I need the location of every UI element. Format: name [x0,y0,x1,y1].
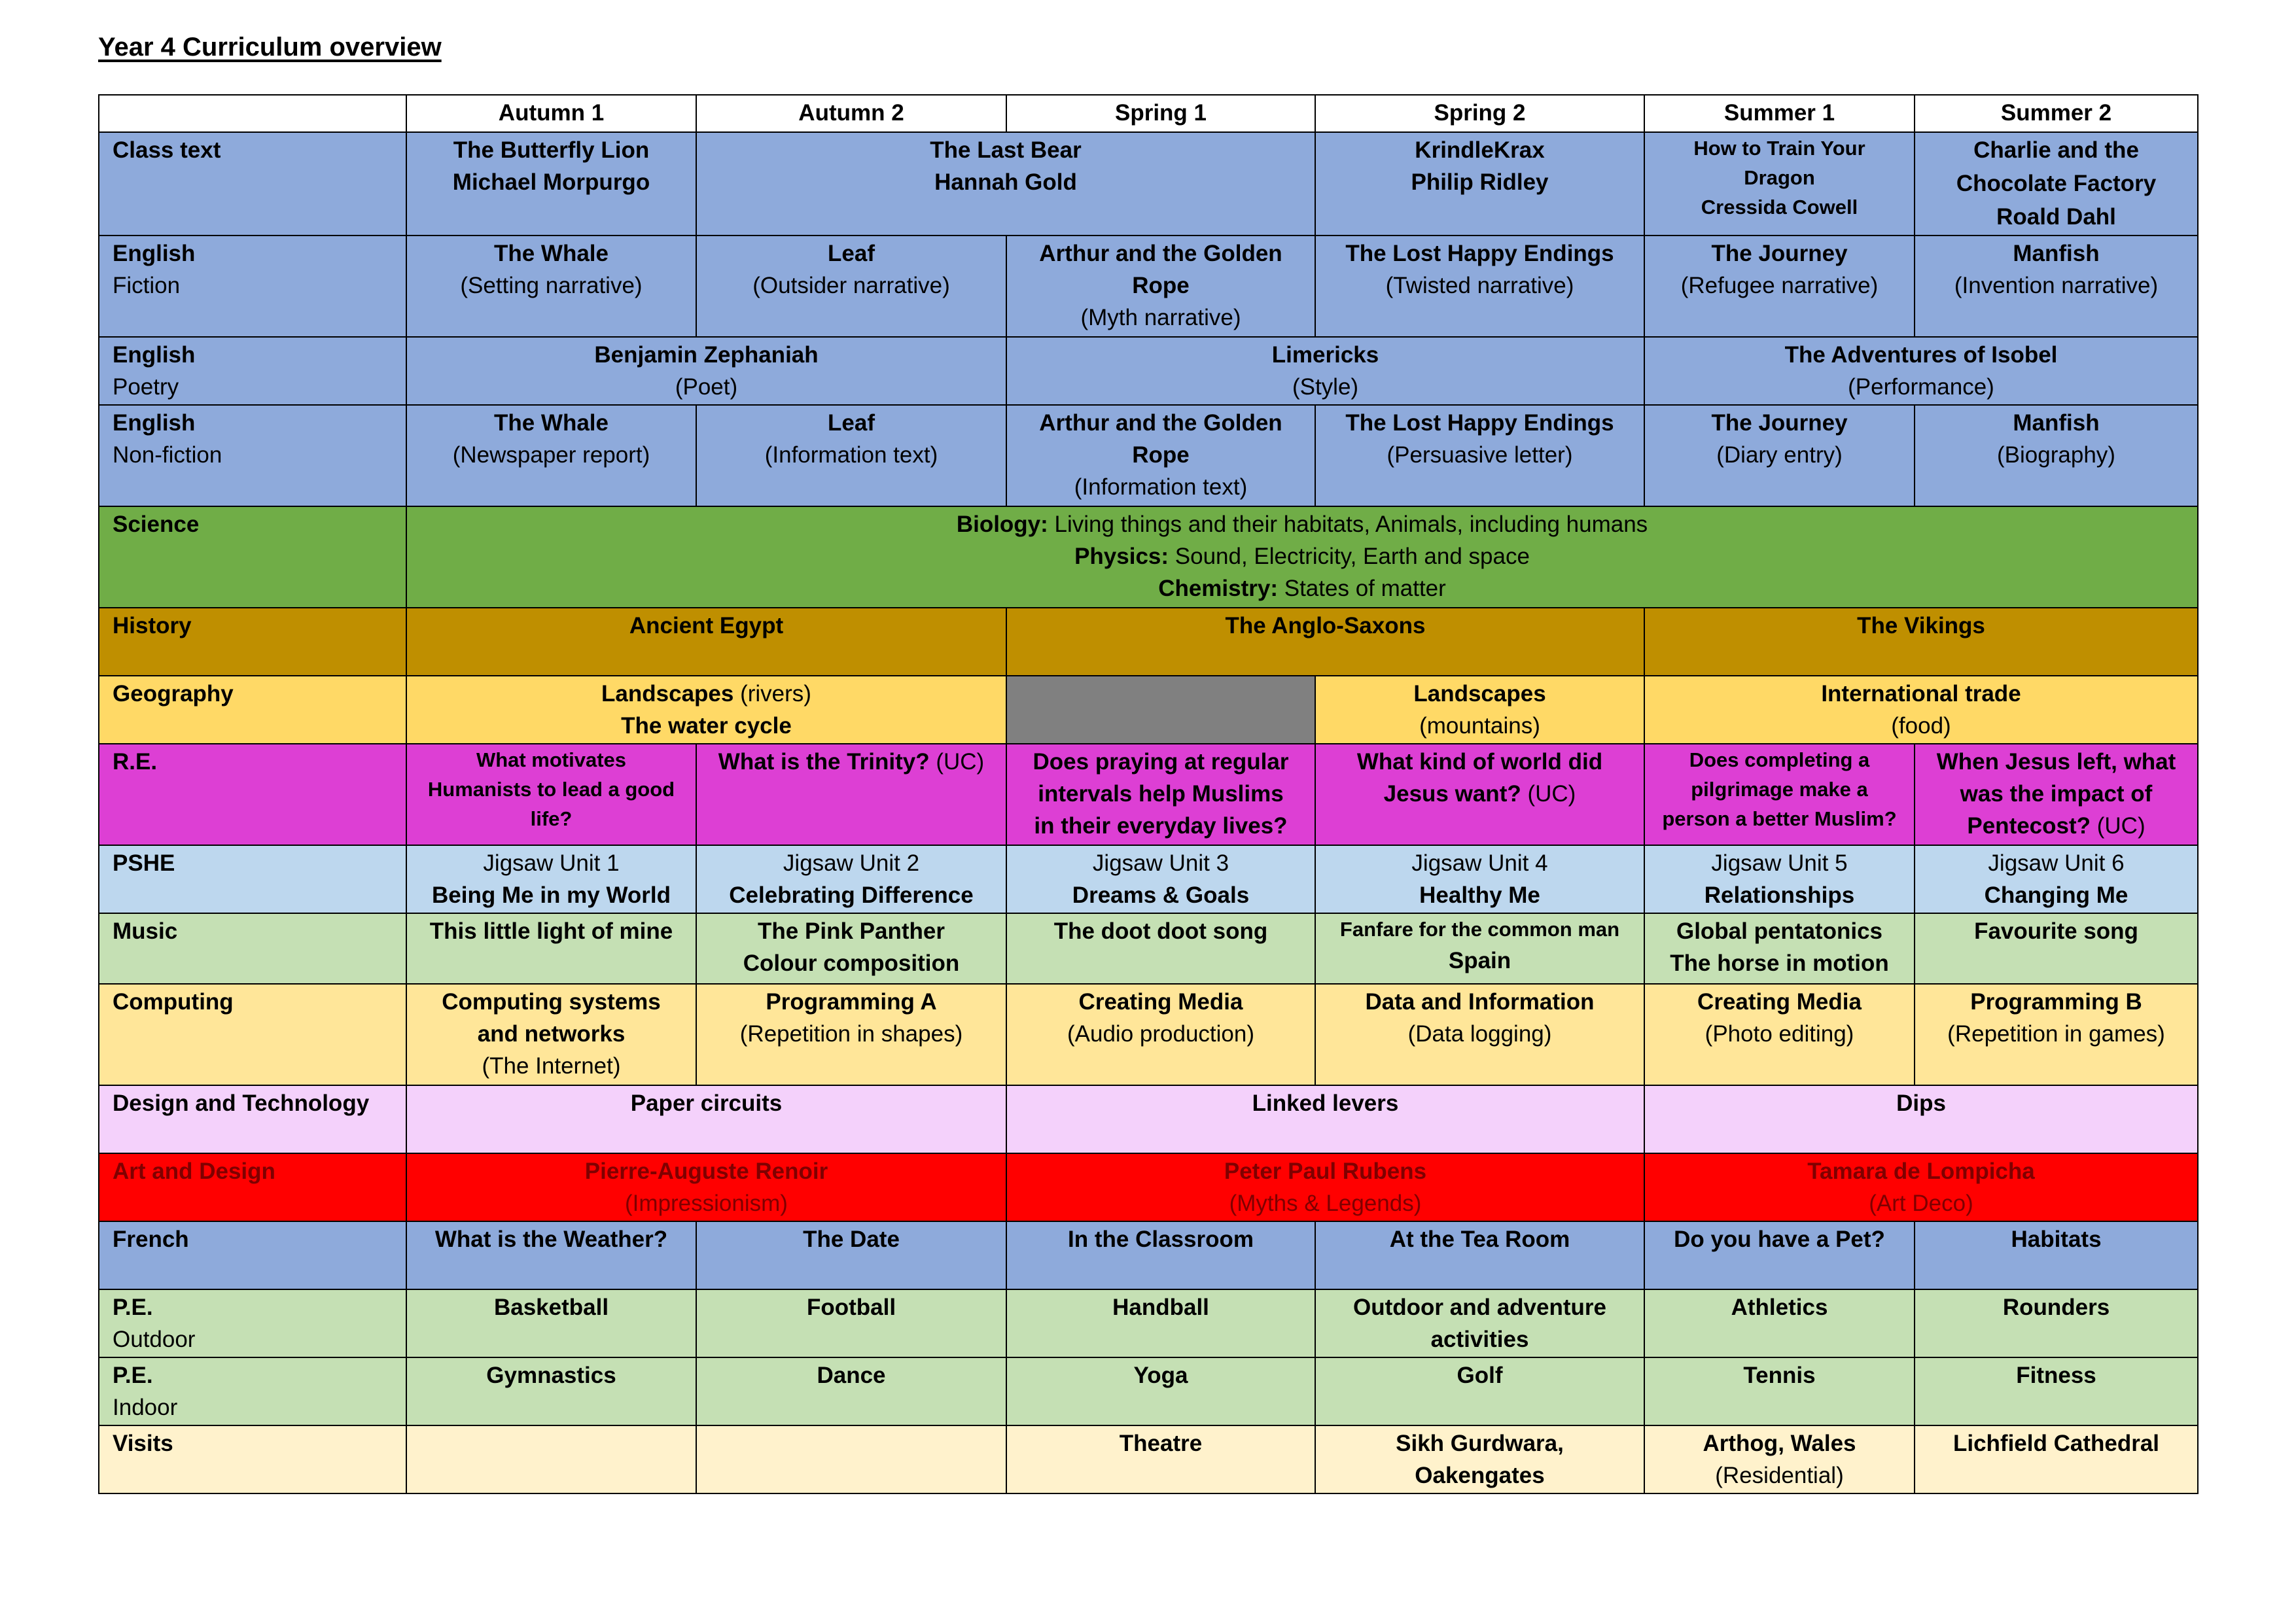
re-question-line2-wrap [1322,778,1637,810]
english-fiction-autumn-2 [696,236,1006,337]
row-label-strand: Fiction [113,273,181,299]
english-nonfiction-summer-2 [1915,405,2198,506]
row-label-music: Music [99,913,406,984]
pe-indoor-autumn-1: Gymnastics [406,1357,696,1425]
science-strand-topics: States of matter [1278,576,1446,602]
unit-focus: (Photo editing) [1704,1021,1854,1047]
artist-name: Peter Paul Rubens [1224,1159,1427,1185]
unit-title: The Journey [1711,410,1848,436]
re-question [703,746,999,778]
unit-focus: (rivers) [733,681,811,707]
unit-title: The Whale [493,410,609,436]
pshe-autumn-2 [696,845,1006,913]
unit-title: Creating Media [1697,989,1862,1015]
class-text-summer-2 [1915,132,2198,236]
unit-title: The Whale [493,241,609,267]
pe-indoor-autumn-2: Dance [696,1357,1006,1425]
re-question-line3-wrap [1922,810,2191,842]
class-text-autumn-2-spring-1 [696,132,1315,236]
re-question-text: What is the Trinity? [718,749,930,775]
visit-place-line1: Sikh Gurdwara, [1396,1431,1564,1457]
unit-focus: (food) [1891,713,1951,739]
row-label-strand: Indoor [113,1395,178,1421]
re-uc-tag: (UC) [2091,813,2146,839]
book-author: Roald Dahl [1996,203,2116,230]
music-summer-2 [1915,913,2198,984]
page-title: Year 4 Curriculum overview [98,33,442,61]
music-spring-1 [1006,913,1315,984]
science-strand-key: Biology: [956,512,1048,538]
book-author: Cressida Cowell [1701,195,1858,218]
re-question-line2: pilgrimage make a [1691,778,1868,801]
english-nonfiction-row [99,405,2198,506]
row-label-french: French [99,1221,406,1289]
re-question-line3: Pentecost? [1967,813,2091,839]
re-question-line2: Humanists to lead a good [427,778,675,801]
pe-indoor-summer-1: Tennis [1644,1357,1915,1425]
computing-summer-1 [1644,984,1915,1085]
music-piece: The Pink Panther [758,918,945,945]
geography-spring-2 [1315,676,1644,744]
computing-row [99,984,2198,1085]
unit-title: Programming B [1970,989,2142,1015]
french-spring-1: In the Classroom [1006,1221,1315,1289]
unit-title: The Journey [1711,241,1848,267]
english-fiction-row [99,236,2198,337]
pshe-unit-number: Jigsaw Unit 6 [1988,850,2125,877]
french-autumn-2: The Date [696,1221,1006,1289]
unit-title: The Lost Happy Endings [1345,410,1614,436]
row-label-design-technology: Design and Technology [99,1085,406,1153]
unit-genre: (Outsider narrative) [752,273,950,299]
unit-genre: (Diary entry) [1716,442,1843,468]
unit-title-line1: Arthur and the Golden [1039,410,1282,436]
art-summer [1644,1153,2198,1221]
english-nonfiction-autumn-1 [406,405,696,506]
science-topics [406,506,2198,608]
pe-outdoor-summer-1: Athletics [1644,1289,1915,1357]
book-author: Michael Morpurgo [452,169,650,195]
dt-row [99,1085,2198,1153]
history-autumn: Ancient Egypt [406,608,1006,676]
row-label-strand: Non-fiction [113,442,222,468]
unit-title: Data and Information [1365,989,1595,1015]
dt-summer: Dips [1644,1085,2198,1153]
unit-genre: (Poet) [675,374,738,400]
re-question-line2: Jesus want? [1383,781,1521,807]
dt-autumn: Paper circuits [406,1085,1006,1153]
unit-title-line2: The water cycle [621,713,792,739]
visits-spring-1: Theatre [1006,1425,1315,1493]
history-row [99,608,2198,676]
unit-genre: (Newspaper report) [452,442,650,468]
pshe-spring-1 [1006,845,1315,913]
curriculum-table [98,94,2199,1494]
french-summer-1: Do you have a Pet? [1644,1221,1915,1289]
music-piece: Global pentatonics [1676,918,1883,945]
header-autumn-2: Autumn 2 [696,95,1006,132]
book-author: Philip Ridley [1411,169,1549,195]
pshe-summer-2 [1915,845,2198,913]
book-title-line2: Dragon [1744,166,1815,189]
unit-focus: (Repetition in shapes) [739,1021,963,1047]
french-spring-2: At the Tea Room [1315,1221,1644,1289]
music-focus: The horse in motion [1670,951,1889,977]
french-summer-2: Habitats [1915,1221,2198,1289]
re-spring-2 [1315,744,1644,845]
art-spring [1006,1153,1644,1221]
english-poetry-autumn [406,337,1006,405]
science-physics [414,540,2191,572]
re-question-line1: Does completing a [1689,748,1870,772]
book-title-line1: How to Train Your [1693,137,1865,160]
pshe-summer-1 [1644,845,1915,913]
unit-title: The Lost Happy Endings [1345,241,1614,267]
row-label-english-fiction [99,236,406,337]
visit-note: (Residential) [1715,1463,1844,1489]
french-autumn-1: What is the Weather? [406,1221,696,1289]
unit-title-line2: Rope [1132,273,1190,299]
book-title: KrindleKrax [1415,137,1545,163]
pshe-unit-number: Jigsaw Unit 2 [783,850,920,877]
header-spring-1: Spring 1 [1006,95,1315,132]
unit-title-line2: and networks [477,1021,626,1047]
re-summer-2 [1915,744,2198,845]
visits-row [99,1425,2198,1493]
pe-outdoor-spring-2 [1315,1289,1644,1357]
header-autumn-1: Autumn 1 [406,95,696,132]
re-autumn-2 [696,744,1006,845]
unit-genre: (Twisted narrative) [1385,273,1574,299]
book-title-line1: Charlie and the [1973,137,2139,163]
science-chemistry [414,572,2191,604]
unit-title: Leaf [828,241,875,267]
row-label-pe-indoor [99,1357,406,1425]
unit-title: Landscapes [1413,681,1546,707]
music-focus: Colour composition [743,951,960,977]
row-label-re: R.E. [99,744,406,845]
art-movement: (Myths & Legends) [1229,1191,1422,1217]
header-spring-2: Spring 2 [1315,95,1644,132]
row-label-pshe: PSHE [99,845,406,913]
pshe-unit-name: Dreams & Goals [1072,882,1250,909]
music-piece: This little light of mine [429,918,673,945]
visits-summer-1 [1644,1425,1915,1493]
pshe-unit-name: Healthy Me [1419,882,1540,909]
re-question-line1: What motivates [476,748,627,772]
art-movement: (Impressionism) [625,1191,788,1217]
geography-row [99,676,2198,744]
music-piece: Favourite song [1974,918,2138,945]
english-nonfiction-spring-2 [1315,405,1644,506]
header-corner-cell [99,95,406,132]
geography-spring-1-empty [1006,676,1315,744]
computing-autumn-1 [406,984,696,1085]
unit-genre: (Myth narrative) [1080,305,1241,331]
book-title: The Butterfly Lion [453,137,650,163]
unit-title: Leaf [828,410,875,436]
pshe-unit-number: Jigsaw Unit 4 [1411,850,1548,877]
unit-title-line1: Arthur and the Golden [1039,241,1282,267]
unit-title: Landscapes [601,681,734,707]
unit-title: International trade [1821,681,2021,707]
visits-autumn-1 [406,1425,696,1493]
row-label-visits: Visits [99,1425,406,1493]
pe-outdoor-spring-1: Handball [1006,1289,1315,1357]
re-spring-1 [1006,744,1315,845]
music-spring-2 [1315,913,1644,984]
re-question-line3: person a better Muslim? [1662,807,1897,831]
unit-title: Creating Media [1078,989,1243,1015]
science-strand-topics: Living things and their habitats, Animals, including humans [1048,512,1648,538]
unit-focus: (Data logging) [1407,1021,1552,1047]
computing-spring-2 [1315,984,1644,1085]
re-question-line3: in their everyday lives? [1034,813,1288,839]
visits-spring-2 [1315,1425,1644,1493]
row-label-strand: Outdoor [113,1327,196,1353]
pshe-unit-name: Changing Me [1984,882,2128,909]
french-row [99,1221,2198,1289]
re-question-line3: life? [530,807,573,831]
art-movement: (Art Deco) [1869,1191,1973,1217]
row-label-subject: English [113,410,196,436]
science-strand-key: Chemistry: [1158,576,1279,602]
activity-line2: activities [1430,1327,1529,1353]
computing-spring-1 [1006,984,1315,1085]
pe-indoor-spring-2: Golf [1315,1357,1644,1425]
re-row [99,744,2198,845]
english-poetry-row [99,337,2198,405]
unit-genre: (Refugee narrative) [1680,273,1879,299]
re-uc-tag: (UC) [929,749,985,775]
header-summer-1: Summer 1 [1644,95,1915,132]
book-author: Hannah Gold [934,169,1077,195]
geography-autumn-line1 [414,678,999,710]
visit-place-line2: Oakengates [1415,1463,1545,1489]
science-strand-topics: Sound, Electricity, Earth and space [1169,544,1530,570]
unit-focus: (The Internet) [482,1053,621,1079]
unit-focus: (Audio production) [1067,1021,1254,1047]
unit-genre: (Biography) [1997,442,2115,468]
visit-place: Arthog, Wales [1703,1431,1856,1457]
english-fiction-summer-1 [1644,236,1915,337]
music-autumn-2 [696,913,1006,984]
pshe-unit-name: Relationships [1704,882,1855,909]
pe-indoor-row [99,1357,2198,1425]
unit-title: Benjamin Zephaniah [594,342,819,368]
english-fiction-spring-1 [1006,236,1315,337]
pe-outdoor-row [99,1289,2198,1357]
science-row [99,506,2198,608]
english-nonfiction-autumn-2 [696,405,1006,506]
row-label-subject: P.E. [113,1295,153,1321]
pe-outdoor-summer-2: Rounders [1915,1289,2198,1357]
unit-genre: (Performance) [1848,374,1994,400]
pe-outdoor-autumn-2: Football [696,1289,1006,1357]
row-label-art-design: Art and Design [99,1153,406,1221]
re-question-line2: intervals help Muslims [1038,781,1284,807]
class-text-spring-2 [1315,132,1644,236]
row-label-history: History [99,608,406,676]
pshe-unit-number: Jigsaw Unit 1 [483,850,620,877]
artist-name: Pierre-Auguste Renoir [584,1159,828,1185]
unit-title: Programming A [766,989,937,1015]
unit-title-line1: Computing systems [442,989,661,1015]
art-row [99,1153,2198,1221]
unit-title-line2: Rope [1132,442,1190,468]
english-poetry-spring [1006,337,1644,405]
geography-autumn [406,676,1006,744]
row-label-class-text: Class text [99,132,406,236]
unit-genre: (Style) [1292,374,1359,400]
unit-genre: (Information text) [1074,474,1248,500]
music-focus: Spain [1448,948,1511,974]
unit-title: The Adventures of Isobel [1784,342,2058,368]
re-uc-tag: (UC) [1521,781,1576,807]
row-label-strand: Poetry [113,374,179,400]
art-autumn [406,1153,1006,1221]
unit-title: Manfish [2013,241,2100,267]
visits-autumn-2 [696,1425,1006,1493]
music-autumn-1 [406,913,696,984]
visits-summer-2: Lichfield Cathedral [1915,1425,2198,1493]
pshe-unit-number: Jigsaw Unit 5 [1711,850,1848,877]
pshe-autumn-1 [406,845,696,913]
re-question-line1: When Jesus left, what [1936,749,2176,775]
re-question-line1: Does praying at regular [1033,749,1289,775]
re-summer-1 [1644,744,1915,845]
computing-summer-2 [1915,984,2198,1085]
english-poetry-summer [1644,337,2198,405]
music-row [99,913,2198,984]
row-label-subject: English [113,342,196,368]
pe-outdoor-autumn-1: Basketball [406,1289,696,1357]
book-title: The Last Bear [930,137,1082,163]
book-title-line2: Chocolate Factory [1956,170,2157,196]
re-question-line2: was the impact of [1960,781,2153,807]
pshe-spring-2 [1315,845,1644,913]
class-text-summer-1 [1644,132,1915,236]
unit-genre: (Setting narrative) [460,273,643,299]
computing-autumn-2 [696,984,1006,1085]
pshe-row [99,845,2198,913]
unit-genre: (Information text) [764,442,938,468]
dt-spring: Linked levers [1006,1085,1644,1153]
row-label-computing: Computing [99,984,406,1085]
unit-genre: (Invention narrative) [1954,273,2159,299]
row-label-pe-outdoor [99,1289,406,1357]
science-biology [414,508,2191,540]
music-piece: The doot doot song [1053,918,1268,945]
history-summer: The Vikings [1644,608,2198,676]
row-label-subject: English [113,241,196,267]
english-nonfiction-spring-1 [1006,405,1315,506]
music-summer-1 [1644,913,1915,984]
class-text-row [99,132,2198,236]
pshe-unit-number: Jigsaw Unit 3 [1092,850,1229,877]
row-label-subject: P.E. [113,1363,153,1389]
row-label-english-poetry [99,337,406,405]
activity-line1: Outdoor and adventure [1353,1295,1606,1321]
artist-name: Tamara de Lompicha [1807,1159,2035,1185]
header-summer-2: Summer 2 [1915,95,2198,132]
re-autumn-1 [406,744,696,845]
english-fiction-summer-2 [1915,236,2198,337]
english-nonfiction-summer-1 [1644,405,1915,506]
history-spring: The Anglo-Saxons [1006,608,1644,676]
row-label-geography: Geography [99,676,406,744]
geography-summer [1644,676,2198,744]
pe-indoor-spring-1: Yoga [1006,1357,1315,1425]
english-fiction-autumn-1 [406,236,696,337]
pshe-unit-name: Being Me in my World [432,882,671,909]
unit-title: Limericks [1271,342,1379,368]
pe-indoor-summer-2: Fitness [1915,1357,2198,1425]
science-strand-key: Physics: [1074,544,1169,570]
header-row [99,95,2198,132]
row-label-science: Science [99,506,406,608]
class-text-autumn-1 [406,132,696,236]
unit-title: Manfish [2013,410,2100,436]
english-fiction-spring-2 [1315,236,1644,337]
row-label-english-nonfiction [99,405,406,506]
pshe-unit-name: Celebrating Difference [729,882,974,909]
music-piece: Fanfare for the common man [1339,918,1620,941]
re-question-line1: What kind of world did [1356,749,1603,775]
unit-focus: (Repetition in games) [1947,1021,2165,1047]
unit-genre: (Persuasive letter) [1386,442,1573,468]
unit-focus: (mountains) [1419,713,1540,739]
